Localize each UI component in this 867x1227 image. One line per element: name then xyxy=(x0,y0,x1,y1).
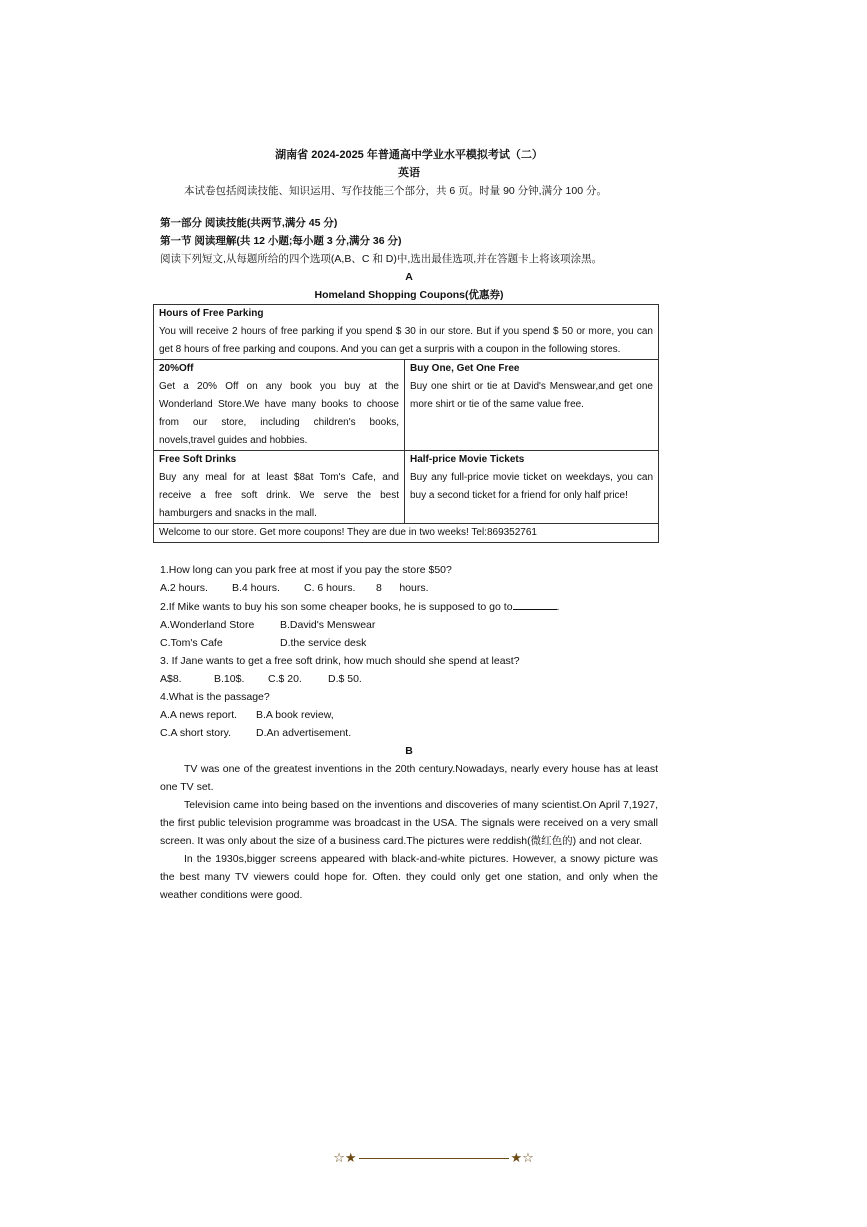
passage-a-letter: A xyxy=(405,271,413,283)
movie-cell xyxy=(405,451,659,524)
q3-option-c: C.$ 20. xyxy=(268,673,302,685)
passage-b-paragraph-1: TV was one of the greatest inventions in the 20th century.Nowadays, nearly every house has at least one TV set. xyxy=(160,763,658,793)
question-2-options-row2 xyxy=(160,634,658,652)
q4-option-c: C.A short story. xyxy=(160,727,231,739)
q4-option-a: A.A news report. xyxy=(160,709,238,721)
question-4-options-row2 xyxy=(160,724,658,742)
question-3-options xyxy=(160,670,658,688)
parking-text: You will receive 2 hours of free parking if you spend $ 30 in our store. But if you spend $ 50 or more, you can get 8 hours of free parking and coupons. And you can get a surpris with a coupon in the following stores. xyxy=(159,326,653,355)
page-footer-ornament xyxy=(0,1150,867,1166)
drinks-title: Free Soft Drinks xyxy=(159,454,237,465)
section1-heading: 第一节 阅读理解(共 12 小题;每小题 3 分,满分 36 分) xyxy=(160,235,402,247)
part1-heading: 第一部分 阅读技能(共两节,满分 45 分) xyxy=(160,217,338,229)
passage-b-paragraph-2: Television came into being based on the inventions and discoveries of many scientist.On April 7,1927, the first public television programme was broadcast in the USA. The signals were received on a very small screen. It was only about the size of a business card.The pictures were reddish(微红色的) and not clear. xyxy=(160,799,658,847)
answer-blank xyxy=(513,597,557,610)
footer-stars-left: ☆★ xyxy=(333,1150,357,1165)
q1-option-b: B.4 hours. xyxy=(232,582,280,594)
q3-option-d: D.$ 50. xyxy=(328,673,362,685)
question-4: 4.What is the passage? xyxy=(160,691,270,703)
question-4-options-row1 xyxy=(160,706,658,724)
q2-option-a: A.Wonderland Store xyxy=(160,619,255,631)
footer-rule xyxy=(359,1158,509,1159)
drinks-cell xyxy=(154,451,405,524)
question-2-text: 2.If Mike wants to buy his son some cheaper books, he is supposed to go to xyxy=(160,601,513,613)
q2-option-d: D.the service desk xyxy=(280,637,367,649)
page-content xyxy=(160,146,658,904)
q1-option-c: C. 6 hours. xyxy=(304,582,356,594)
bogo-cell xyxy=(405,360,659,451)
q3-option-b: B.10$. xyxy=(214,673,245,685)
movie-text: Buy any full-price movie ticket on weekdays, you can buy a second ticket for a friend for only half price! xyxy=(410,472,653,501)
discount-text: Get a 20% Off on any book you buy at the Wonderland Store.We have many books to choose from our store, including children's books, novels,travel guides and hobbies. xyxy=(159,381,399,446)
coupon-table xyxy=(153,304,659,543)
question-2-options-row1 xyxy=(160,616,658,634)
footer-stars-right: ★☆ xyxy=(510,1150,534,1165)
exam-title: 湖南省 2024-2025 年普通高中学业水平模拟考试（二） xyxy=(275,149,543,161)
parking-title: Hours of Free Parking xyxy=(159,308,264,319)
parking-cell xyxy=(154,305,659,360)
passage-b-letter: B xyxy=(405,745,413,757)
q1-option-a: A.2 hours. xyxy=(160,582,208,594)
question-2: 2.If Mike wants to buy his son some cheaper books, he is supposed to go to . xyxy=(160,597,658,616)
q2-option-b: B.David's Menswear xyxy=(280,619,376,631)
question-1-options xyxy=(160,579,658,597)
instructions: 阅读下列短文,从每题所给的四个选项(A,B、C 和 D)中,选出最佳选项,并在答题卡上将该项涂黑。 xyxy=(160,253,603,265)
discount-title: 20%Off xyxy=(159,363,194,374)
discount-cell xyxy=(154,360,405,451)
movie-title: Half-price Movie Tickets xyxy=(410,454,525,465)
bogo-title: Buy One, Get One Free xyxy=(410,363,520,374)
q3-option-a: A$8. xyxy=(160,673,182,685)
bogo-text: Buy one shirt or tie at David's Menswear,and get one more shirt or tie of the same value free. xyxy=(410,381,653,410)
question-1: 1.How long can you park free at most if you pay the store $50? xyxy=(160,564,452,576)
passage-a-title: Homeland Shopping Coupons(优惠券) xyxy=(314,289,504,301)
subject-title: 英语 xyxy=(398,167,420,179)
q1-option-d: 8 hours. xyxy=(376,582,429,594)
passage-b-paragraph-3: In the 1930s,bigger screens appeared with black-and-white pictures. However, a snowy picture was the best many TV viewers could hope for. Often. they could only get one station, and only when the weather conditions were good. xyxy=(160,853,658,901)
welcome-cell: Welcome to our store. Get more coupons! They are due in two weeks! Tel:869352761 xyxy=(154,524,659,543)
question-3: 3. If Jane wants to get a free soft drink, how much should she spend at least? xyxy=(160,655,520,667)
exam-intro: 本试卷包括阅读技能、知识运用、写作技能三个部分，共 6 页。时量 90 分钟,满分 100 分。 xyxy=(184,185,607,197)
q4-option-b: B.A book review, xyxy=(256,709,334,721)
q2-option-c: C.Tom's Cafe xyxy=(160,637,223,649)
drinks-text: Buy any meal for at least $8at Tom's Cafe, and receive a free soft drink. We serve the best hamburgers and snacks in the mall. xyxy=(159,472,399,519)
q4-option-d: D.An advertisement. xyxy=(256,727,352,739)
